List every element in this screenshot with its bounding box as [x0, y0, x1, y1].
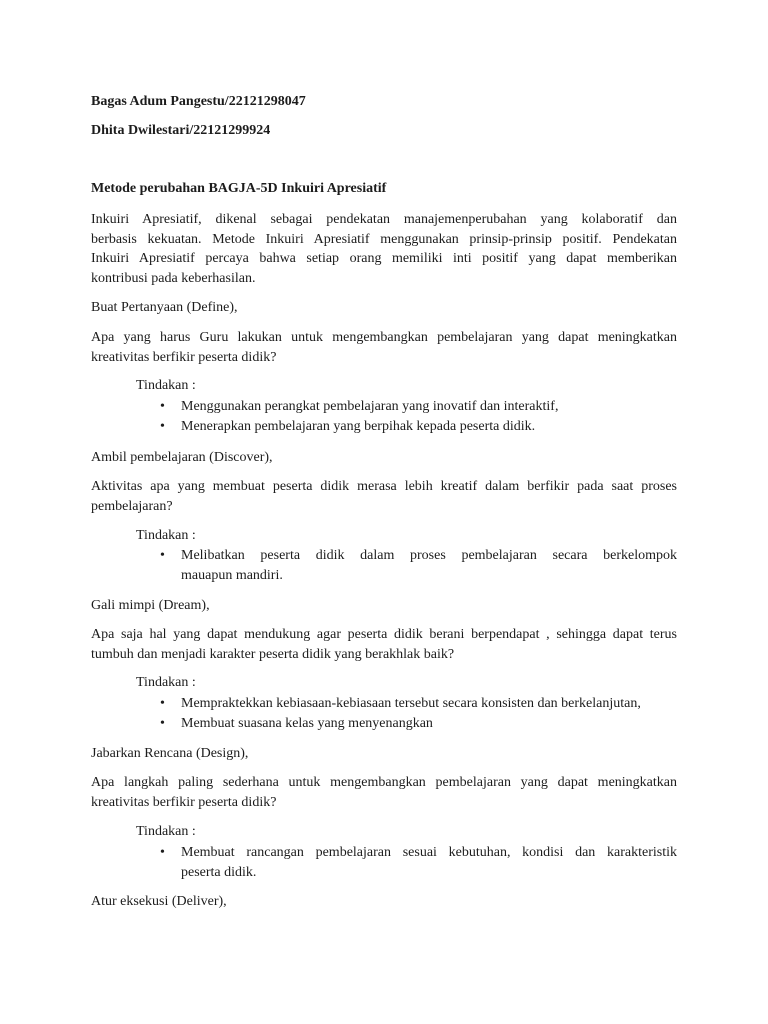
- list-item-text: Menerapkan pembelajaran yang berpihak kepada peserta didik.: [181, 419, 536, 434]
- section-define-title: [91, 298, 677, 318]
- section-define-question: [91, 328, 677, 367]
- intro-line: Inkuiri Apresiatif percaya bahwa setiap orang memiliki inti positif yang dapat memberikan: [91, 251, 677, 267]
- list-item-text: peserta didik.: [181, 865, 257, 880]
- list-item: [160, 417, 677, 437]
- section-design-question: [91, 773, 677, 812]
- list-item: [160, 694, 677, 714]
- list-item-text: Membuat suasana kelas yang menyenangkan: [181, 716, 433, 731]
- bullet-icon: •: [160, 548, 165, 563]
- author-2: [91, 121, 677, 141]
- author-1-text: Bagas Adum Pangestu/22121298047: [91, 94, 306, 109]
- action-list: [160, 694, 677, 734]
- section-deliver-title: [91, 892, 677, 912]
- action-label: Tindakan :: [136, 824, 196, 839]
- list-item-text: Membuat rancangan pembelajaran sesuai kebutuhan, kondisi dan karakteristik: [181, 845, 677, 860]
- section-design-title: [91, 744, 677, 764]
- intro-line: berbasis kekuatan. Metode Inkuiri Apresiatif menggunakan prinsip-prinsip positif. Pendekatan: [91, 231, 677, 247]
- list-item-text: mauapun mandiri.: [181, 568, 283, 583]
- question-line: Apa langkah paling sederhana untuk mengembangkan pembelajaran yang dapat meningkatkan: [91, 775, 677, 790]
- bullet-icon: •: [160, 696, 165, 711]
- action-list: [160, 397, 677, 437]
- action-list: [160, 546, 677, 586]
- intro-line: kontribusi pada keberhasilan.: [91, 271, 256, 287]
- list-item-text: Menggunakan perangkat pembelajaran yang inovatif dan interaktif,: [181, 399, 559, 414]
- bullet-icon: •: [160, 399, 165, 414]
- section-title-text: Gali mimpi (Dream),: [91, 598, 210, 613]
- section-dream-title: [91, 596, 677, 616]
- action-label: Tindakan :: [136, 528, 196, 543]
- author-2-text: Dhita Dwilestari/22121299924: [91, 123, 271, 138]
- bullet-icon: •: [160, 419, 165, 434]
- section-dream-question: [91, 625, 677, 664]
- section-discover-question: [91, 477, 677, 516]
- question-line: kreativitas berfikir peserta didik?: [91, 349, 277, 365]
- bullet-icon: •: [160, 716, 165, 731]
- list-item-text: Mempraktekkan kebiasaan-kebiasaan tersebut secara konsisten dan berkelanjutan,: [181, 696, 641, 711]
- question-line: Apa yang harus Guru lakukan untuk mengembangkan pembelajaran yang dapat meningkatkan: [91, 330, 677, 345]
- question-line: tumbuh dan menjadi karakter peserta didik yang berakhlak baik?: [91, 646, 455, 662]
- action-label: Tindakan :: [136, 378, 196, 393]
- question-line: kreativitas berfikir peserta didik?: [91, 794, 277, 810]
- heading-text: Metode perubahan BAGJA-5D Inkuiri Apresiatif: [91, 181, 387, 196]
- intro-paragraph: [91, 210, 677, 289]
- section-title-text: Buat Pertanyaan (Define),: [91, 300, 238, 315]
- intro-line: Inkuiri Apresiatif, dikenal sebagai pendekatan manajemenperubahan yang kolaboratif dan: [91, 212, 677, 227]
- section-title-text: Ambil pembelajaran (Discover),: [91, 450, 273, 465]
- section-title-text: Atur eksekusi (Deliver),: [91, 894, 227, 909]
- document-heading: [91, 179, 677, 199]
- section-discover-title: [91, 448, 677, 468]
- list-item-text: Melibatkan peserta didik dalam proses pembelajaran secara berkelompok: [181, 548, 677, 563]
- question-line: Apa saja hal yang dapat mendukung agar peserta didik berani berpendapat , sehingga dapat terus: [91, 627, 677, 642]
- action-list: [160, 843, 677, 883]
- question-line: pembelajaran?: [91, 498, 173, 514]
- list-item: [160, 546, 677, 586]
- question-line: Aktivitas apa yang membuat peserta didik merasa lebih kreatif dalam berfikir pada saat proses: [91, 479, 677, 494]
- section-title-text: Jabarkan Rencana (Design),: [91, 746, 249, 761]
- list-item: [160, 843, 677, 883]
- author-1: [91, 92, 677, 112]
- list-item: [160, 714, 677, 734]
- bullet-icon: •: [160, 845, 165, 860]
- action-label: Tindakan :: [136, 675, 196, 690]
- list-item: [160, 397, 677, 417]
